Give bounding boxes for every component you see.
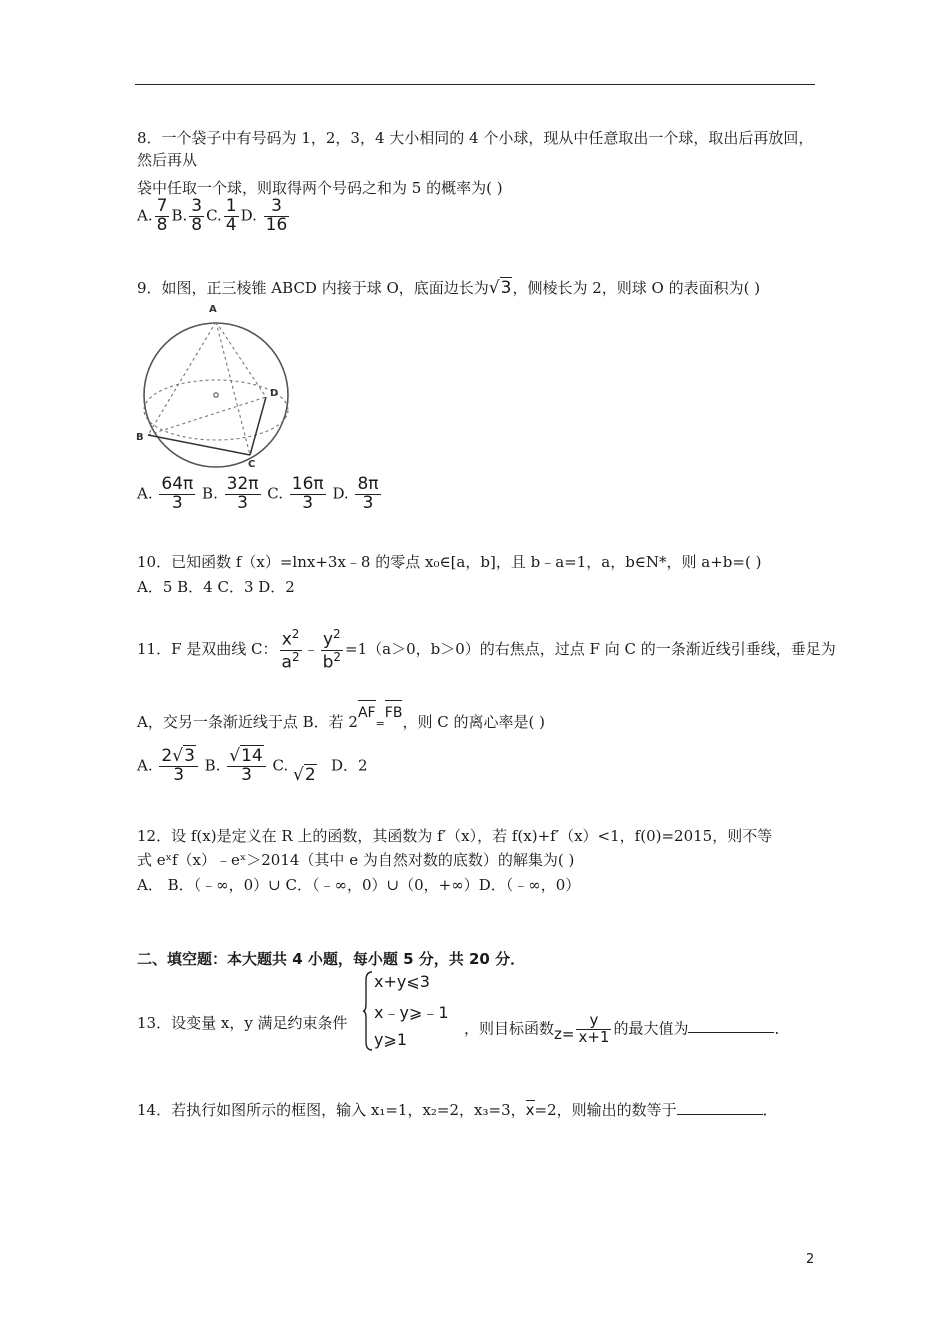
- q8-opt-a-den: 8: [156, 214, 168, 235]
- q9-opt-d-label: D.: [332, 484, 349, 503]
- q9-opt-a-num: 64π: [161, 474, 194, 494]
- q11-opt-b-frac: [227, 748, 265, 785]
- q13-constraint-2: x﹣y⩾﹣1: [374, 1003, 449, 1022]
- q12-line1: 12．设 f(x)是定义在 R 上的函数，其函数为 f′（x），若 f(x)+f′（x）<1，f(0)=2015，则不等: [137, 827, 773, 845]
- q14-post: =2，则输出的数等于: [534, 1101, 677, 1119]
- q11-frac-y: [321, 628, 343, 672]
- q11-pre: 11．F 是双曲线 C：: [137, 640, 278, 658]
- q9-line1: [137, 278, 760, 298]
- q13-tail: [464, 1013, 790, 1046]
- q8-line1: 8．一个袋子中有号码为 1，2，3，4 大小相同的 4 个小球，现从中任意取出一个球，取出后再放回，: [137, 129, 814, 147]
- q11-opt-c-label: C.: [272, 756, 289, 775]
- edge-cd: [250, 397, 266, 455]
- q9-opt-b-num: 32π: [226, 474, 259, 494]
- q9-post: ，侧棱长为 2，则球 O 的表面积为( ): [512, 279, 761, 297]
- q14-answer-blank[interactable]: [677, 1100, 763, 1115]
- q8-line2: 然后再从: [137, 151, 198, 169]
- q11-a: a: [281, 652, 292, 673]
- q9-opt-a-label: A.: [137, 484, 153, 503]
- q9-root: 3: [500, 278, 512, 298]
- q11-a-den: [280, 650, 302, 673]
- q9-opt-a-den: 3: [171, 492, 183, 513]
- q13-constraints: [362, 970, 472, 1052]
- q8-opt-b-num: 3: [191, 196, 203, 216]
- q11-b: b: [322, 652, 334, 673]
- q8-options: [137, 198, 291, 235]
- q14-end: ．: [762, 1101, 778, 1119]
- q11-line1: 11．F 是双曲线 C： $\frac{x^2}{a^2}$ ﹣ $\frac{y^2}{b^2}$ =1（a＞0，b＞0）的右焦点，过点 F 向 C 的一条渐近线引垂线，垂足为: [137, 627, 836, 673]
- q11-line2-pre: A，交另一条渐近线于点 B．若 2: [137, 713, 358, 731]
- q13-answer-blank[interactable]: [688, 1018, 774, 1033]
- q11-y-exp: 2: [333, 627, 341, 641]
- q9-opt-d-num: 8π: [357, 474, 379, 494]
- equator-ellipse: [144, 380, 288, 440]
- label-a: A: [209, 304, 217, 315]
- q9-opt-d-frac: [355, 476, 380, 513]
- q11-x-num: [280, 628, 302, 650]
- q10-line2: A．5 B．4 C．3 D．2: [137, 578, 295, 596]
- q9-opt-c-frac: [290, 476, 326, 513]
- q11-y: y: [322, 629, 334, 650]
- q8-line3: 袋中任取一个球，则取得两个号码之和为 5 的概率为( ): [137, 179, 503, 197]
- q11-opt-b-root: 14: [241, 746, 263, 766]
- q13-end: ．: [774, 1019, 790, 1038]
- q8-opt-d-den: 16: [265, 214, 288, 235]
- q9-opt-b-label: B.: [202, 484, 218, 503]
- q8-opt-d-num: 3: [264, 198, 290, 217]
- q13-constraint-3: y⩾1: [374, 1030, 408, 1049]
- q11-x-exp: 2: [291, 627, 300, 641]
- q8-opt-c-den: 4: [225, 214, 237, 235]
- q11-eq: =: [375, 717, 385, 730]
- q8-opt-c-frac: [224, 198, 239, 235]
- section-2-title: 二、填空题：本大题共 4 小题，每小题 5 分，共 20 分．: [137, 950, 526, 968]
- q11-line2: [137, 705, 545, 734]
- q10-line1: 10．已知函数 f（x）=lnx+3x﹣8 的零点 x₀∈[a，b]，且 b﹣a=1，a，b∈N*，则 a+b=( ): [137, 553, 762, 571]
- q8-opt-c-label: C.: [206, 206, 222, 225]
- q11-y-num: [321, 628, 343, 650]
- q9-opt-b-frac: [225, 476, 261, 513]
- q8-opt-b-frac: [189, 198, 204, 235]
- q9-opt-c-den: 3: [302, 492, 314, 513]
- edge-ad: [216, 322, 266, 397]
- q11-vec-af: AF: [357, 705, 376, 721]
- q14-line: [137, 1100, 778, 1120]
- q11-opt-a-coef: 2: [161, 746, 173, 766]
- q9-opt-c-label: C.: [267, 484, 283, 503]
- header-rule: [135, 84, 815, 85]
- q11-b-exp: 2: [333, 649, 342, 664]
- q13-z: z=: [554, 1025, 575, 1044]
- q13-z-den: x+1: [578, 1027, 610, 1046]
- q11-opt-c-root: 2: [304, 765, 316, 786]
- q11-line2-post: ，则 C 的离心率是( ): [402, 713, 545, 731]
- q9-pre: 9．如图，正三棱锥 ABCD 内接于球 O，底面边长为: [137, 279, 489, 297]
- q11-vec-fb: FB: [384, 705, 403, 721]
- q8-opt-a-frac: [155, 198, 170, 235]
- q11-frac-x: [280, 628, 302, 672]
- q13-z-frac: [576, 1013, 611, 1046]
- q12-line2: 式 eˣf（x）﹣eˣ＞2014（其中 e 为自然对数的底数）的解集为( ): [137, 851, 575, 869]
- q8-opt-a-label: A.: [137, 206, 153, 225]
- q11-b-den: [321, 650, 343, 673]
- edge-ac: [216, 322, 250, 455]
- q11-a-exp: 2: [291, 649, 300, 664]
- q12-line3: A． B．（﹣∞，0）∪ C．（﹣∞，0）∪（0，+∞）D．（﹣∞，0）: [137, 876, 581, 894]
- q11-opt-c-sqrt: √2: [293, 765, 316, 786]
- q11-x: x: [281, 629, 292, 650]
- q11-opt-d: D．2: [331, 756, 368, 775]
- q14-xbar: x: [525, 1101, 535, 1119]
- label-c: C: [248, 459, 256, 470]
- q9-opt-a-frac: [159, 476, 195, 513]
- q8-opt-d-frac: [264, 198, 290, 235]
- q8-opt-c-num: 1: [225, 196, 237, 216]
- q11-opt-a-frac: [159, 748, 198, 785]
- q11-mid: =1（a＞0，b＞0）的右焦点，过点 F 向 C 的一条渐近线引垂线，垂足为: [345, 640, 836, 658]
- q9-options: [137, 476, 383, 513]
- q13-post: 的最大值为: [613, 1019, 689, 1038]
- label-d: D: [270, 388, 279, 399]
- q13-mid: ，则目标函数: [464, 1019, 555, 1038]
- q11-opt-b-label: B.: [204, 756, 221, 775]
- q11-opt-a-sqrt: √3: [172, 746, 195, 766]
- q9-sqrt: √3: [488, 278, 512, 298]
- page-number: 2: [806, 1252, 815, 1267]
- left-brace-icon: [362, 970, 374, 1052]
- q8-opt-b-den: 8: [191, 214, 203, 235]
- q8-opt-a-num: 7: [156, 196, 168, 216]
- sphere-pyramid-figure: [132, 300, 304, 472]
- q8-opt-b-label: B.: [171, 206, 188, 225]
- q11-opt-b-den: 3: [241, 764, 252, 785]
- label-b: B: [136, 432, 144, 443]
- q13-pre: 13．设变量 x，y 满足约束条件: [137, 1014, 348, 1032]
- q11-opt-a-den: 3: [173, 764, 185, 785]
- q9-opt-d-den: 3: [362, 492, 374, 513]
- q8-opt-d-label: D.: [240, 206, 257, 225]
- sphere-outline: [144, 323, 288, 467]
- edge-ab: [148, 322, 216, 435]
- q11-opt-a-label: A.: [137, 756, 153, 775]
- q9-opt-b-den: 3: [237, 492, 248, 513]
- q13-z-num: y: [576, 1013, 611, 1030]
- center-o: [214, 393, 218, 397]
- q14-text: 14．若执行如图所示的框图，输入 x₁=1，x₂=2，x₃=3，: [137, 1101, 526, 1119]
- q9-opt-c-num: 16π: [291, 474, 324, 494]
- q11-opt-a-root: 3: [184, 746, 195, 766]
- edge-bd: [148, 397, 266, 435]
- q11-options: [137, 748, 368, 785]
- q13-constraint-1: x+y⩽3: [374, 972, 430, 991]
- q11-opt-b-sqrt: √14: [229, 746, 263, 766]
